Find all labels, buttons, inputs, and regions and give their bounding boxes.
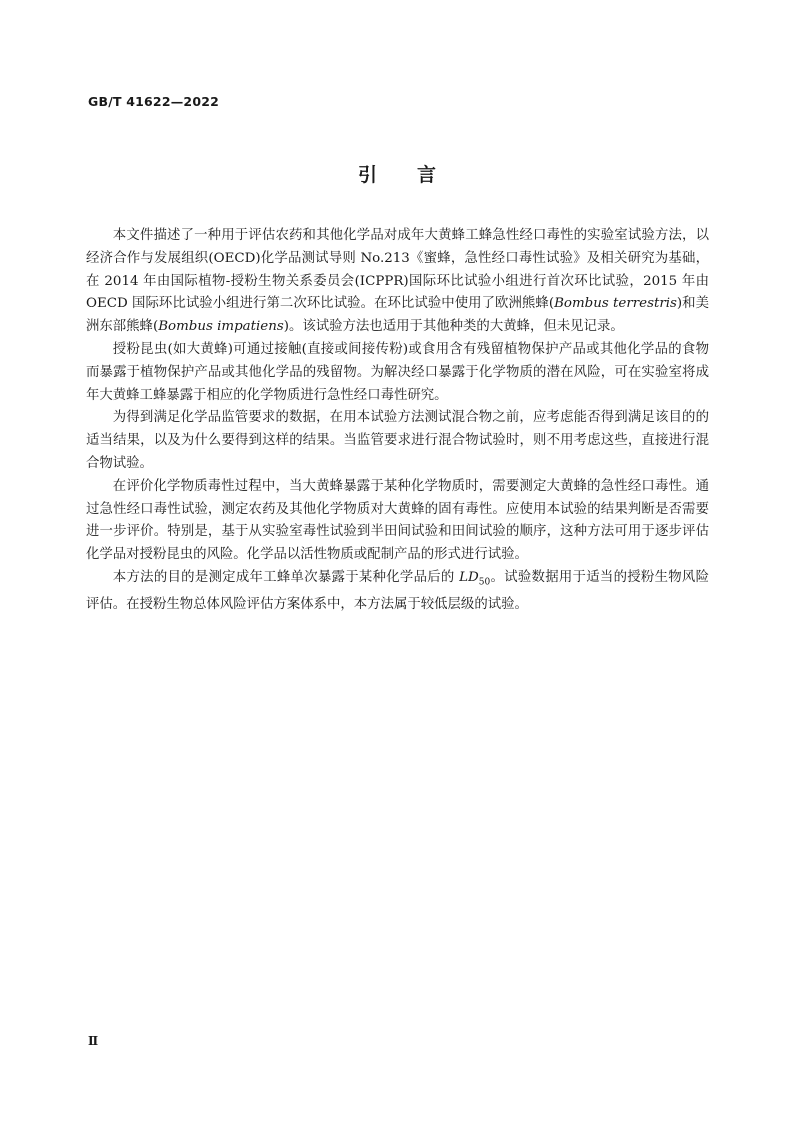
paragraph-4: 在评价化学物质毒性过程中，当大黄蜂暴露于某种化学物质时，需要测定大黄蜂的急性经口毒性。通过急性经口毒性试验，测定农药及其他化学物质对大黄蜂的固有毒性。应使用本试验的结果判断是否需要进一步评价。特别是，基于从实验室毒性试验到半田间试验和田间试验的顺序，这种方法可用于逐步评估化学品对授粉昆虫的风险。化学品以活性物质或配制产品的形式进行试验。	[86, 478, 709, 563]
paragraph-5	[86, 567, 709, 617]
section-title: 引言	[357, 164, 476, 186]
paragraph-5-text-b: 。试验数据用于适当的授粉生物风险评估。在授粉生物总体风险评估方案体系中，本方法属于较低层级的试验。	[86, 569, 709, 613]
document-body	[86, 225, 709, 617]
paragraph-1-text-b: )和美洲东部熊蜂(	[86, 296, 710, 335]
paragraph-1-text-a: 本文件描述了一种用于评估农药和其他化学品对成年大黄蜂工蜂急性经口毒性的实验室试验方法，以经济合作与发展组织(OECD)化学品测试导则 No.213《蜜蜂，急性经口毒性试验》及相关研究为基础，在 2014 年由国际植物-授粉生物关系委员会(ICPPR)国际环比试验小组进行首次环比试验，2015 年由 OECD 国际环比试验小组进行第二次环比试验。在环比试验中使用了欧洲熊蜂(	[86, 228, 709, 312]
paragraph-1	[86, 225, 709, 339]
ld50-symbol: LD	[459, 569, 479, 585]
page-number: Ⅱ	[88, 1034, 99, 1048]
species-name-terrestris: Bombus terrestris	[554, 296, 677, 312]
standard-code: GB/T 41622—2022	[88, 94, 220, 109]
paragraph-3: 为得到满足化学品监管要求的数据，在用本试验方法测试混合物之前，应考虑能否得到满足该目的的适当结果，以及为什么要得到这样的结果。当监管要求进行混合物试验时，则不用考虑这些，直接进行混合物试验。	[86, 410, 709, 471]
ld50-subscript: 50	[478, 577, 491, 588]
paragraph-1-text-c: )。该试验方法也适用于其他种类的大黄蜂，但未见记录。	[283, 319, 624, 335]
paragraph-5-text-a: 本方法的目的是测定成年工蜂单次暴露于某种化学品后的	[112, 569, 460, 585]
paragraph-2: 授粉昆虫(如大黄蜂)可通过接触(直接或间接传粉)或食用含有残留植物保护产品或其他化学品的食物而暴露于植物保护产品或其他化学品的残留物。为解决经口暴露于化学物质的潜在风险，可在实验室将成年大黄蜂工蜂暴露于相应的化学物质进行急性经口毒性研究。	[86, 341, 709, 403]
species-name-impatiens: Bombus impatiens	[158, 319, 284, 335]
